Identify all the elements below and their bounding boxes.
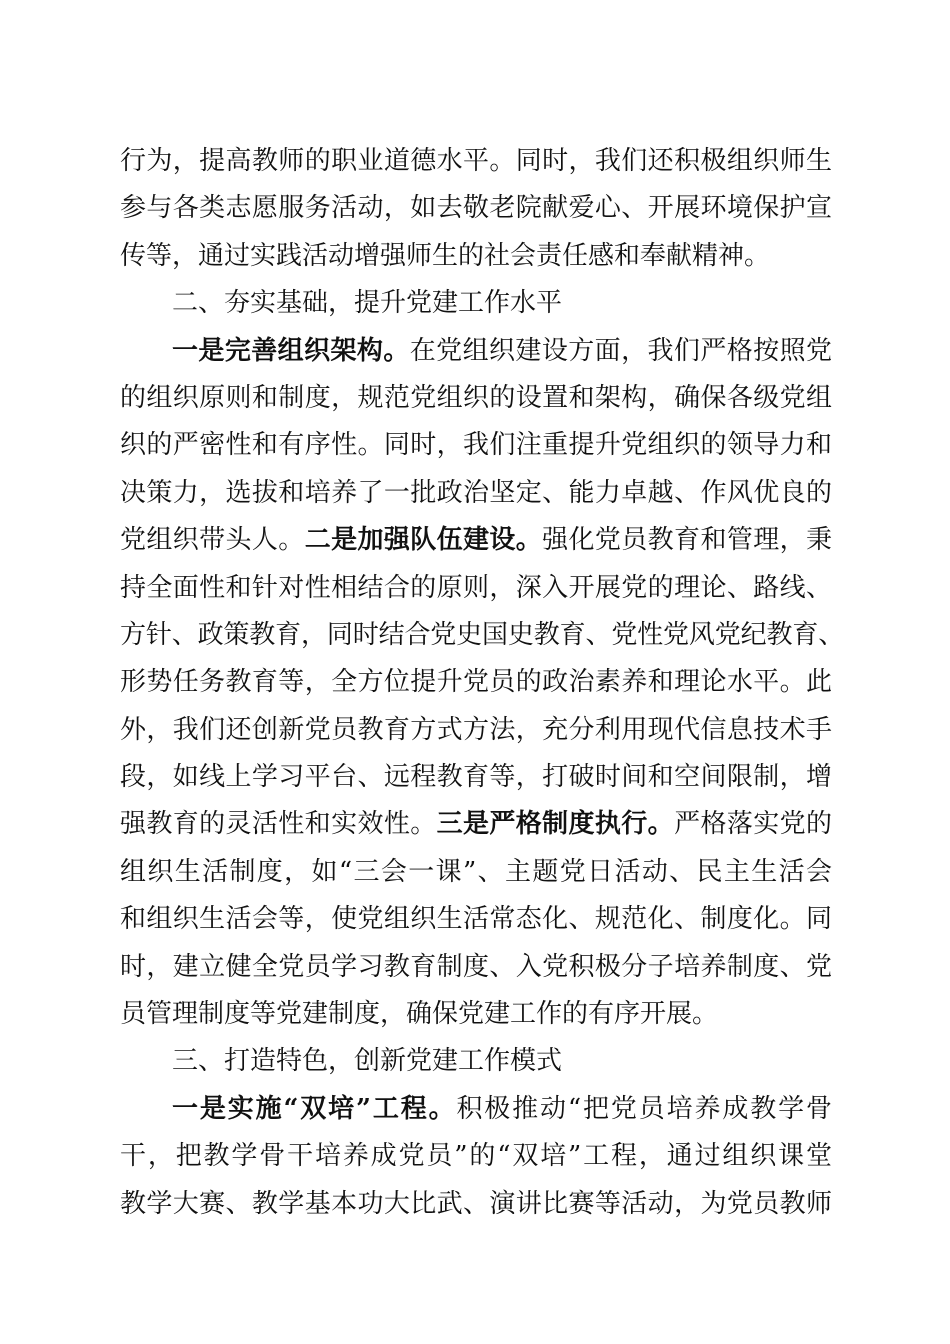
document-body <box>120 138 844 1228</box>
line-text: 织的严密性和有序性。同时，我们注重提升党组织的领导力和 <box>120 430 832 461</box>
line-text: 决策力，选拔和培养了一批政治坚定、能力卓越、作风优良的 <box>120 477 832 508</box>
bold-lead: 二是加强队伍建设。 <box>304 525 543 556</box>
text-line <box>120 801 832 848</box>
line-text: 外，我们还创新党员教育方式方法，充分利用现代信息技术手 <box>120 714 832 745</box>
text-line <box>120 375 832 422</box>
line-text: 强教育的灵活性和实效性。 <box>120 809 437 840</box>
line-text: 员管理制度等党建制度，确保党建工作的有序开展。 <box>120 999 719 1030</box>
section-heading: 二、夯实基础，提升党建工作水平 <box>172 288 563 319</box>
bold-lead: 一是完善组织架构。 <box>172 335 410 366</box>
text-line <box>120 422 832 469</box>
line-text: 严格落实党的 <box>674 809 832 840</box>
paragraph <box>120 138 832 280</box>
text-line <box>120 659 832 706</box>
line-text: 时，建立健全党员学习教育制度、入党积极分子培养制度、党 <box>120 951 832 982</box>
text-line <box>120 612 844 659</box>
text-line <box>120 991 832 1038</box>
text-line <box>120 185 832 232</box>
text-line <box>120 707 832 754</box>
text-line <box>120 849 832 896</box>
line-text: 组织生活制度，如“三会一课”、主题党日活动、民主生活会 <box>120 856 832 887</box>
line-text: 在党组织建设方面，我们严格按照党 <box>409 335 832 366</box>
paragraph <box>120 328 844 1039</box>
text-line <box>120 1086 832 1133</box>
text-line <box>120 470 832 517</box>
paragraph <box>120 1086 832 1228</box>
line-text: 传等，通过实践活动增强师生的社会责任感和奉献精神。 <box>120 240 771 271</box>
bold-lead: 三是严格制度执行。 <box>436 809 675 840</box>
line-text: 和组织生活会等，使党组织生活常态化、规范化、制度化。同 <box>120 904 832 935</box>
line-text: 的组织原则和制度，规范党组织的设置和架构，确保各级党组 <box>120 382 832 413</box>
line-text: 形势任务教育等，全方位提升党员的政治素养和理论水平。此 <box>120 667 832 698</box>
line-text: 参与各类志愿服务活动，如去敬老院献爱心、开展环境保护宣 <box>120 193 832 224</box>
line-text: 积极推动“把党员培养成教学骨 <box>456 1093 832 1124</box>
text-line <box>120 944 832 991</box>
line-text: 持全面性和针对性相结合的原则，深入开展党的理论、路线、 <box>120 572 832 603</box>
bold-lead: 一是实施“双培”工程。 <box>172 1093 457 1124</box>
text-line <box>120 1181 832 1228</box>
line-text: 党组织带头人。 <box>120 525 305 556</box>
text-line <box>120 896 832 943</box>
line-text: 方针、政策教育，同时结合党史国史教育、党性党风党纪教育、 <box>120 619 844 650</box>
text-line <box>120 233 832 280</box>
line-text: 干，把教学骨干培养成党员”的“双培”工程，通过组织课堂 <box>120 1141 832 1172</box>
text-line <box>120 754 832 801</box>
line-text: 强化党员教育和管理，秉 <box>542 525 832 556</box>
line-text: 教学大赛、教学基本功大比武、演讲比赛等活动，为党员教师 <box>120 1188 832 1219</box>
text-line <box>120 565 832 612</box>
text-line <box>120 517 832 564</box>
section-heading: 三、打造特色，创新党建工作模式 <box>172 1046 563 1077</box>
text-line <box>120 138 832 185</box>
line-text: 行为，提高教师的职业道德水平。同时，我们还积极组织师生 <box>120 146 832 176</box>
line-text: 段，如线上学习平台、远程教育等，打破时间和空间限制，增 <box>120 762 832 793</box>
text-line <box>120 328 832 375</box>
text-line <box>120 1133 832 1180</box>
